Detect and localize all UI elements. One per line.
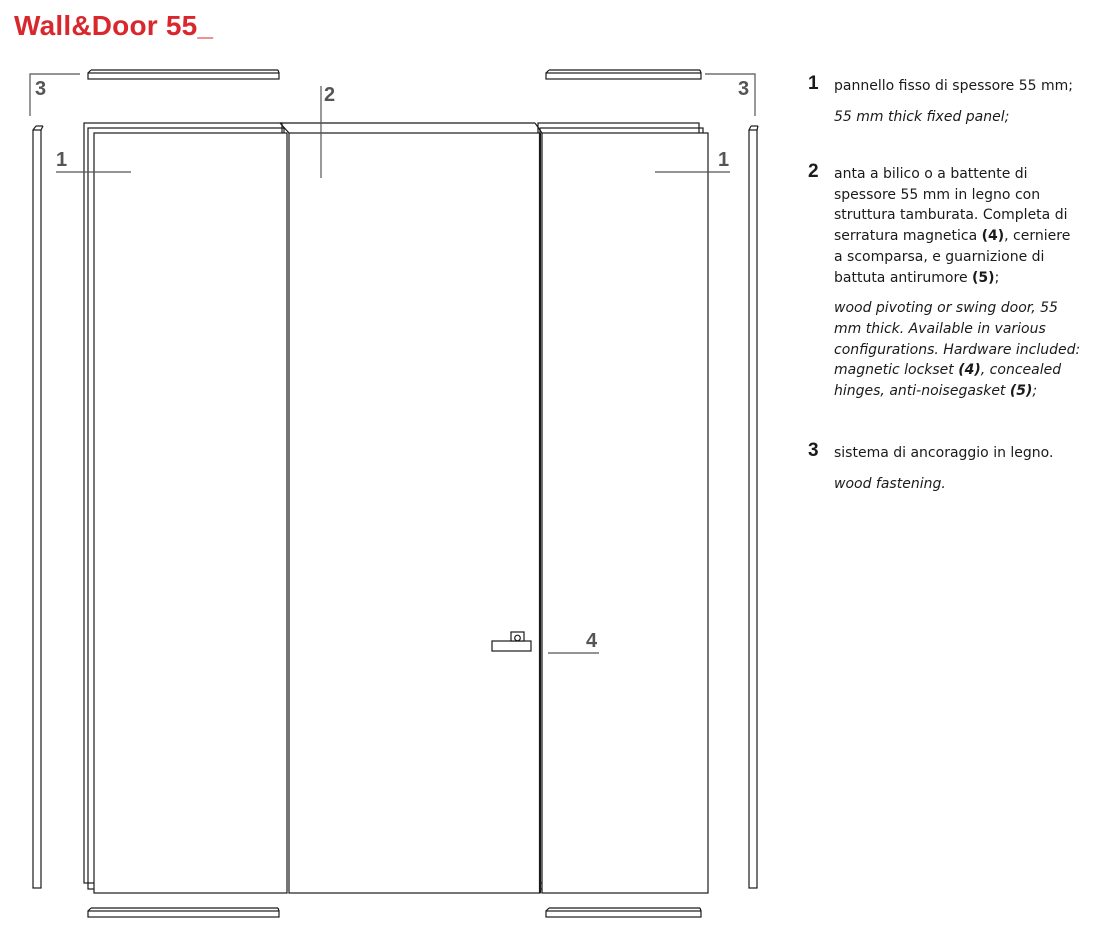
legend-english-text: wood fastening. <box>834 475 946 492</box>
right-side-fastening-strip <box>749 126 758 888</box>
bottom-right-fastening-strip <box>546 908 701 917</box>
bottom-left-fastening-strip <box>88 908 279 917</box>
legend-english-text: wood pivoting or swing door, 55 mm thick. Available in various configurations. Hardware included: magnetic lockset (4), concealed hinges, anti-noisegasket (5); <box>834 300 1081 400</box>
legend-item-2 <box>808 161 1113 402</box>
right-fixed-panel <box>538 123 708 893</box>
top-left-fastening-strip <box>88 70 279 79</box>
legend-italian-text: sistema di ancoraggio in legno. <box>834 445 1054 461</box>
legend-number: 1 <box>808 73 819 94</box>
callout-1-left-label: 1 <box>56 149 68 171</box>
legend-item-3 <box>808 440 1113 494</box>
legend-number: 2 <box>808 161 819 182</box>
left-side-fastening-strip <box>33 126 43 888</box>
top-right-fastening-strip <box>546 70 701 79</box>
left-fixed-panel <box>84 123 287 893</box>
callout-4-label: 4 <box>586 630 598 652</box>
callout-2-label: 2 <box>324 84 336 106</box>
legend-italian-text: pannello fisso di spessore 55 mm; <box>834 78 1073 94</box>
legend-item-1 <box>808 73 1113 127</box>
legend-number: 3 <box>808 440 819 461</box>
callout-3-left-label: 3 <box>35 78 47 100</box>
callout-1-right-label: 1 <box>718 149 730 171</box>
legend-english-text: 55 mm thick fixed panel; <box>834 108 1010 125</box>
callout-3-right-label: 3 <box>738 78 750 100</box>
door-leaf <box>280 123 542 893</box>
legend-italian-text: anta a bilico o a battente di spessore 55 mm in legno con struttura tamburata. Completa di serratura magnetica (4), cerniere a scomparsa, e guarnizione di battuta antirumore (5); <box>834 166 1071 286</box>
page-title: Wall&Door 55_ <box>14 10 214 41</box>
